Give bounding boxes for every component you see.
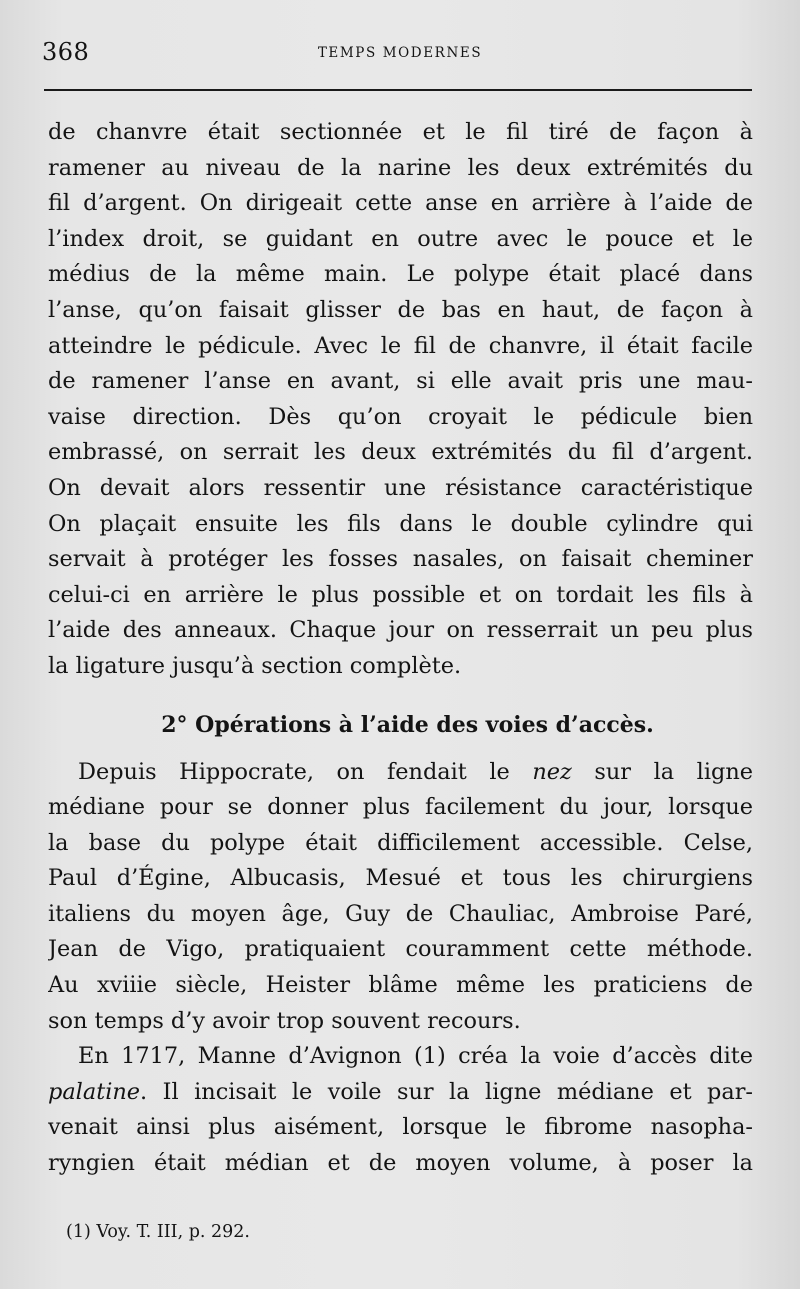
text-line: celui-ci en arrière le plus possible et on tordait les fils à: [48, 581, 753, 608]
text-line: Au xviiie siècle, Heister blâme même les praticiens de: [48, 972, 753, 999]
text-line: ryngien était médian et de moyen volume, à poser la: [48, 1150, 753, 1177]
text-line: médiane pour se donner plus facilement du jour, lorsque: [48, 794, 753, 821]
text-line: l’index droit, se guidant en outre avec le pouce et le: [48, 225, 753, 252]
text-span: sur la ligne: [571, 758, 753, 785]
text-line: médius de la même main. Le polype était placé dans: [48, 261, 753, 288]
text-line: atteindre le pédicule. Avec le fil de chanvre, il était facile: [48, 332, 753, 359]
text-span: . Il incisait le voile sur la ligne médiane et par-: [140, 1078, 753, 1105]
text-line: En 1717, Manne d’Avignon (1) créa la voie d’accès dite: [78, 1043, 753, 1070]
text-line: Jean de Vigo, pratiquaient couramment cette méthode.: [48, 936, 753, 963]
running-title: TEMPS MODERNES: [317, 45, 483, 61]
spacer: [48, 745, 753, 755]
text-line: [48, 755, 753, 791]
text-line: de ramener l’anse en avant, si elle avait pris une mau-: [48, 368, 753, 395]
text-line: fil d’argent. On dirigeait cette anse en arrière à l’aide de: [48, 190, 753, 217]
text-line: italiens du moyen âge, Guy de Chauliac, Ambroise Paré,: [48, 900, 753, 927]
page-number: 368: [42, 38, 90, 66]
body-text: [48, 115, 753, 1182]
text-line: On plaçait ensuite les fils dans le double cylindre qui: [48, 510, 753, 537]
text-line: l’aide des anneaux. Chaque jour on resserrait un peu plus: [48, 617, 753, 644]
text-span: Depuis Hippocrate, on fendait le: [78, 758, 533, 785]
paragraph-ligature: [48, 115, 753, 685]
spacer: [48, 685, 753, 705]
text-line: l’anse, qu’on faisait glisser de bas en haut, de façon à: [48, 296, 753, 323]
text-line: Paul d’Égine, Albucasis, Mesué et tous les chirurgiens: [48, 865, 753, 892]
paragraph-palatine: [48, 1039, 753, 1181]
paragraph-history: [48, 755, 753, 1040]
footnote: (1) Voy. T. III, p. 292.: [66, 1222, 250, 1242]
text-line: son temps d’y avoir trop souvent recours.: [48, 1007, 521, 1034]
text-line: [48, 1075, 753, 1111]
text-line: ramener au niveau de la narine les deux extrémités du: [48, 154, 753, 181]
section-heading: 2° Opérations à l’aide des voies d’accès.: [161, 711, 654, 738]
text-line: venait ainsi plus aisément, lorsque le fibrome nasopha-: [48, 1114, 753, 1141]
italic-word: nez: [532, 758, 572, 785]
text-line: servait à protéger les fosses nasales, on faisait cheminer: [48, 546, 753, 573]
text-line: la ligature jusqu’à section complète.: [48, 652, 462, 679]
text-line: embrassé, on serrait les deux extrémités du fil d’argent.: [48, 439, 753, 466]
text-line: la base du polype était difficilement accessible. Celse,: [48, 829, 753, 856]
italic-word: palatine: [48, 1078, 141, 1105]
header-rule: [44, 89, 752, 91]
text-line: vaise direction. Dès qu’on croyait le pédicule bien: [48, 403, 753, 430]
text-line: On devait alors ressentir une résistance caractéristique: [48, 474, 753, 501]
text-line: de chanvre était sectionnée et le fil tiré de façon à: [48, 119, 753, 145]
